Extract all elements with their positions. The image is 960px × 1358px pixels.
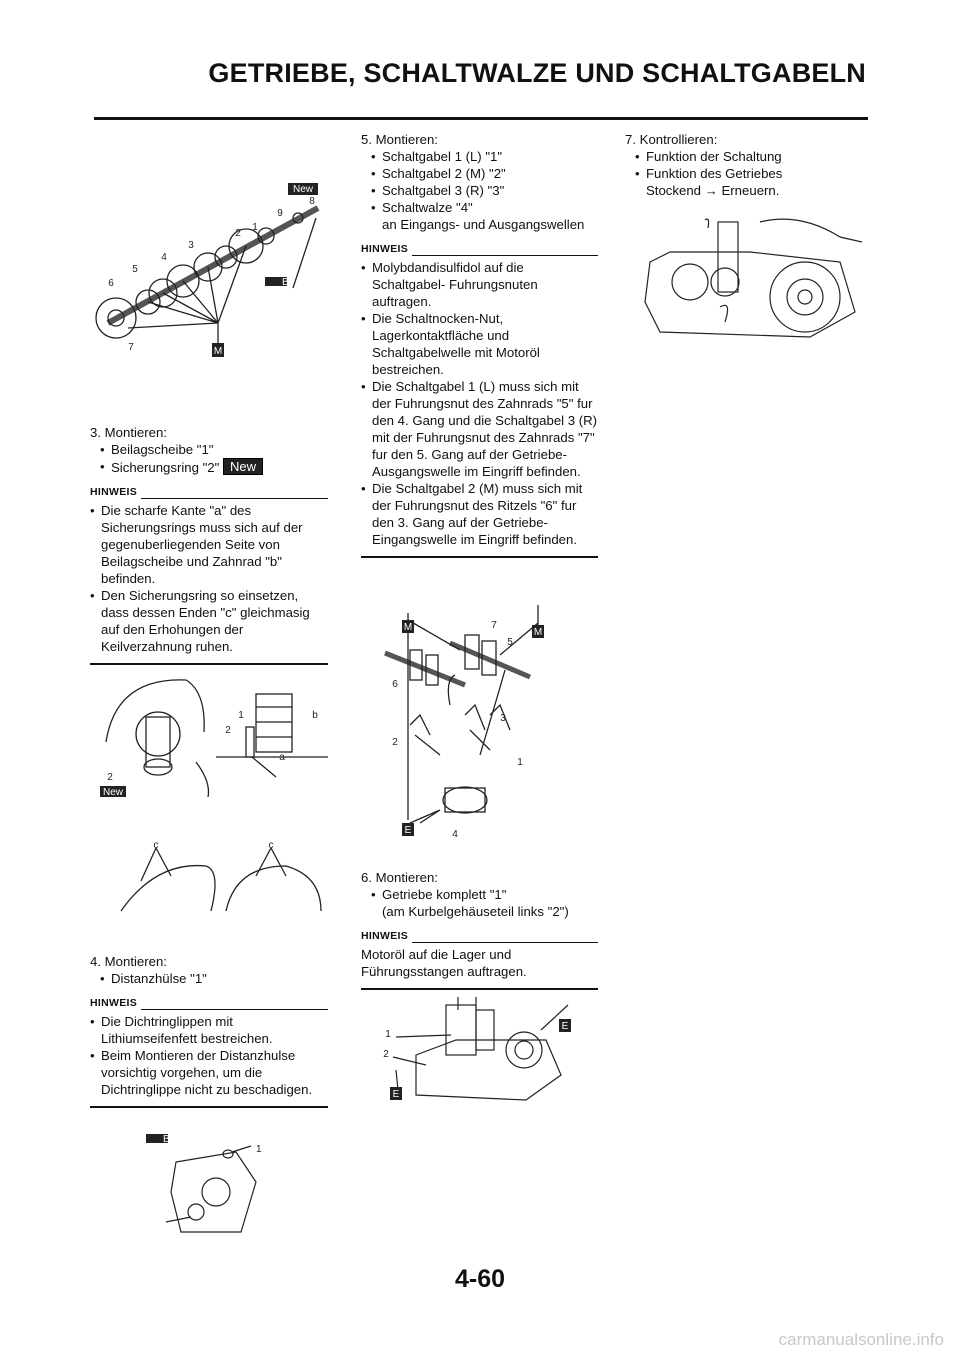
callout: 2	[225, 725, 231, 736]
step5-title: 5. Montieren:	[361, 132, 438, 147]
callout: 1	[385, 1029, 391, 1040]
step3-item: • Sicherungsring "2" New	[100, 458, 328, 476]
new-tag: New	[102, 787, 124, 798]
col2-text-b	[361, 869, 598, 990]
note-text: Motoröl auf die Lager und Führungsstangen auftragen.	[361, 945, 598, 990]
note-item: • Die Schaltgabel 1 (L) muss sich mit der Fuhrungsnut des Zahnrads "5" fur den 4. Gang und die Schaltgabel 3 (R) mit der Fuhrungsnut des Zahnrads "7" fur den 5. Gang auf der Getriebe-Ausgangswelle im Eingriff befinden.	[361, 378, 598, 480]
callout: 7	[128, 342, 134, 353]
callout: 4	[452, 829, 458, 840]
step6-item: • Getriebe komplett "1"	[371, 886, 598, 903]
new-tag: New	[223, 458, 263, 475]
watermark: carmanualsonline.info	[778, 1330, 944, 1349]
callout: 1	[238, 710, 244, 721]
step7-sub: Stockend → Erneuern.	[646, 183, 780, 198]
callout: 2	[392, 737, 398, 748]
step6-title: 6. Montieren:	[361, 870, 438, 885]
figure-forks-drum	[370, 595, 548, 845]
step6-sub: (am Kurbelgehäuseteil links "2")	[382, 904, 569, 919]
callout: 2	[107, 772, 113, 783]
note-item: • Die scharfe Kante "a" des Sicherungsrings muss sich auf der gegenuberliegenden Seite von Beilagscheibe und Zahnrad "b" befinden.	[90, 502, 328, 587]
note-label: HINWEIS	[361, 930, 409, 942]
col3-text	[625, 131, 865, 199]
note-item: • Beim Montieren der Distanzhulse vorsichtig vorgehen, um die Dichtringlippe nicht zu beschadigen.	[90, 1047, 328, 1098]
callout: c	[268, 840, 274, 851]
callout: 4	[161, 252, 167, 263]
callout: 1	[256, 1144, 262, 1155]
step3-item: • Beilagscheibe "1"	[100, 441, 328, 458]
step3-title: 3. Montieren:	[90, 425, 167, 440]
step7-item: • Funktion des Getriebes	[635, 165, 865, 182]
callout: 6	[108, 278, 114, 289]
symbol-b: B	[163, 1134, 170, 1145]
callout: 2	[235, 228, 241, 239]
col1-text-a	[90, 424, 328, 665]
symbol-m: M	[533, 627, 543, 638]
step5-item: • Schaltgabel 2 (M) "2"	[371, 165, 598, 182]
note-item: • Die Dichtringlippen mit Lithiumseifenfett bestreichen.	[90, 1013, 328, 1047]
symbol-m: M	[213, 346, 223, 357]
step4-title: 4. Montieren:	[90, 954, 167, 969]
symbol-e: E	[392, 1089, 400, 1100]
page-title: GETRIEBE, SCHALTWALZE UND SCHALTGABELN	[208, 58, 866, 88]
step5-item: • Schaltwalze "4"	[371, 199, 598, 216]
callout: 5	[132, 264, 138, 275]
callout: 1	[517, 757, 523, 768]
callout: 1	[252, 222, 258, 233]
step5-sub: an Eingangs- und Ausgangswellen	[382, 217, 585, 232]
callout: 3	[500, 713, 506, 724]
callout: b	[312, 710, 318, 721]
callout: 6	[392, 679, 398, 690]
figure-circlip-ends	[116, 836, 326, 916]
figure-shaft-exploded	[88, 178, 328, 373]
note-label: HINWEIS	[90, 486, 138, 498]
callout: c	[153, 840, 159, 851]
header-rule	[94, 117, 868, 120]
symbol-b: B	[282, 277, 289, 288]
note-label: HINWEIS	[90, 997, 138, 1009]
figure-check-operation	[630, 212, 862, 342]
col2-text-a	[361, 131, 598, 558]
step7-title: 7. Kontrollieren:	[625, 132, 718, 147]
page-number: 4-60	[454, 1265, 506, 1293]
note-item: • Den Sicherungsring so einsetzen, dass dessen Enden "c" gleichmasig auf den Erhohungen der Keilverzahnung ruhen.	[90, 587, 328, 655]
callout: 5	[507, 637, 513, 648]
step5-item: • Schaltgabel 1 (L) "1"	[371, 148, 598, 165]
figure-transmission-install	[376, 995, 576, 1103]
figure-collar	[146, 1132, 276, 1238]
step5-item: • Schaltgabel 3 (R) "3"	[371, 182, 598, 199]
callout: 9	[277, 208, 283, 219]
callout: 7	[491, 620, 497, 631]
callout: a	[279, 752, 285, 763]
note-item: • Die Schaltgabel 2 (M) muss sich mit der Fuhrungsnut des Ritzels "6" fur den 3. Gang auf der Getriebe- Eingangswelle im Eingriff befinden.	[361, 480, 598, 548]
new-tag: New	[292, 184, 314, 195]
callout: 3	[188, 240, 194, 251]
note-label: HINWEIS	[361, 243, 409, 255]
symbol-e: E	[404, 825, 412, 836]
callout: 2	[383, 1049, 389, 1060]
figure-circlip	[96, 672, 328, 800]
callout: 8	[309, 196, 315, 207]
symbol-e: E	[561, 1021, 569, 1032]
step7-item: • Funktion der Schaltung	[635, 148, 865, 165]
col1-text-b	[90, 953, 328, 1108]
note-item: • Molybdandisulfidol auf die Schaltgabel- Fuhrungsnuten auftragen.	[361, 259, 598, 310]
step4-item: • Distanzhülse "1"	[100, 970, 328, 987]
note-item: • Die Schaltnocken-Nut, Lagerkontaktfläche und Schaltgabelwelle mit Motoröl bestreichen.	[361, 310, 598, 378]
symbol-m: M	[403, 622, 413, 633]
